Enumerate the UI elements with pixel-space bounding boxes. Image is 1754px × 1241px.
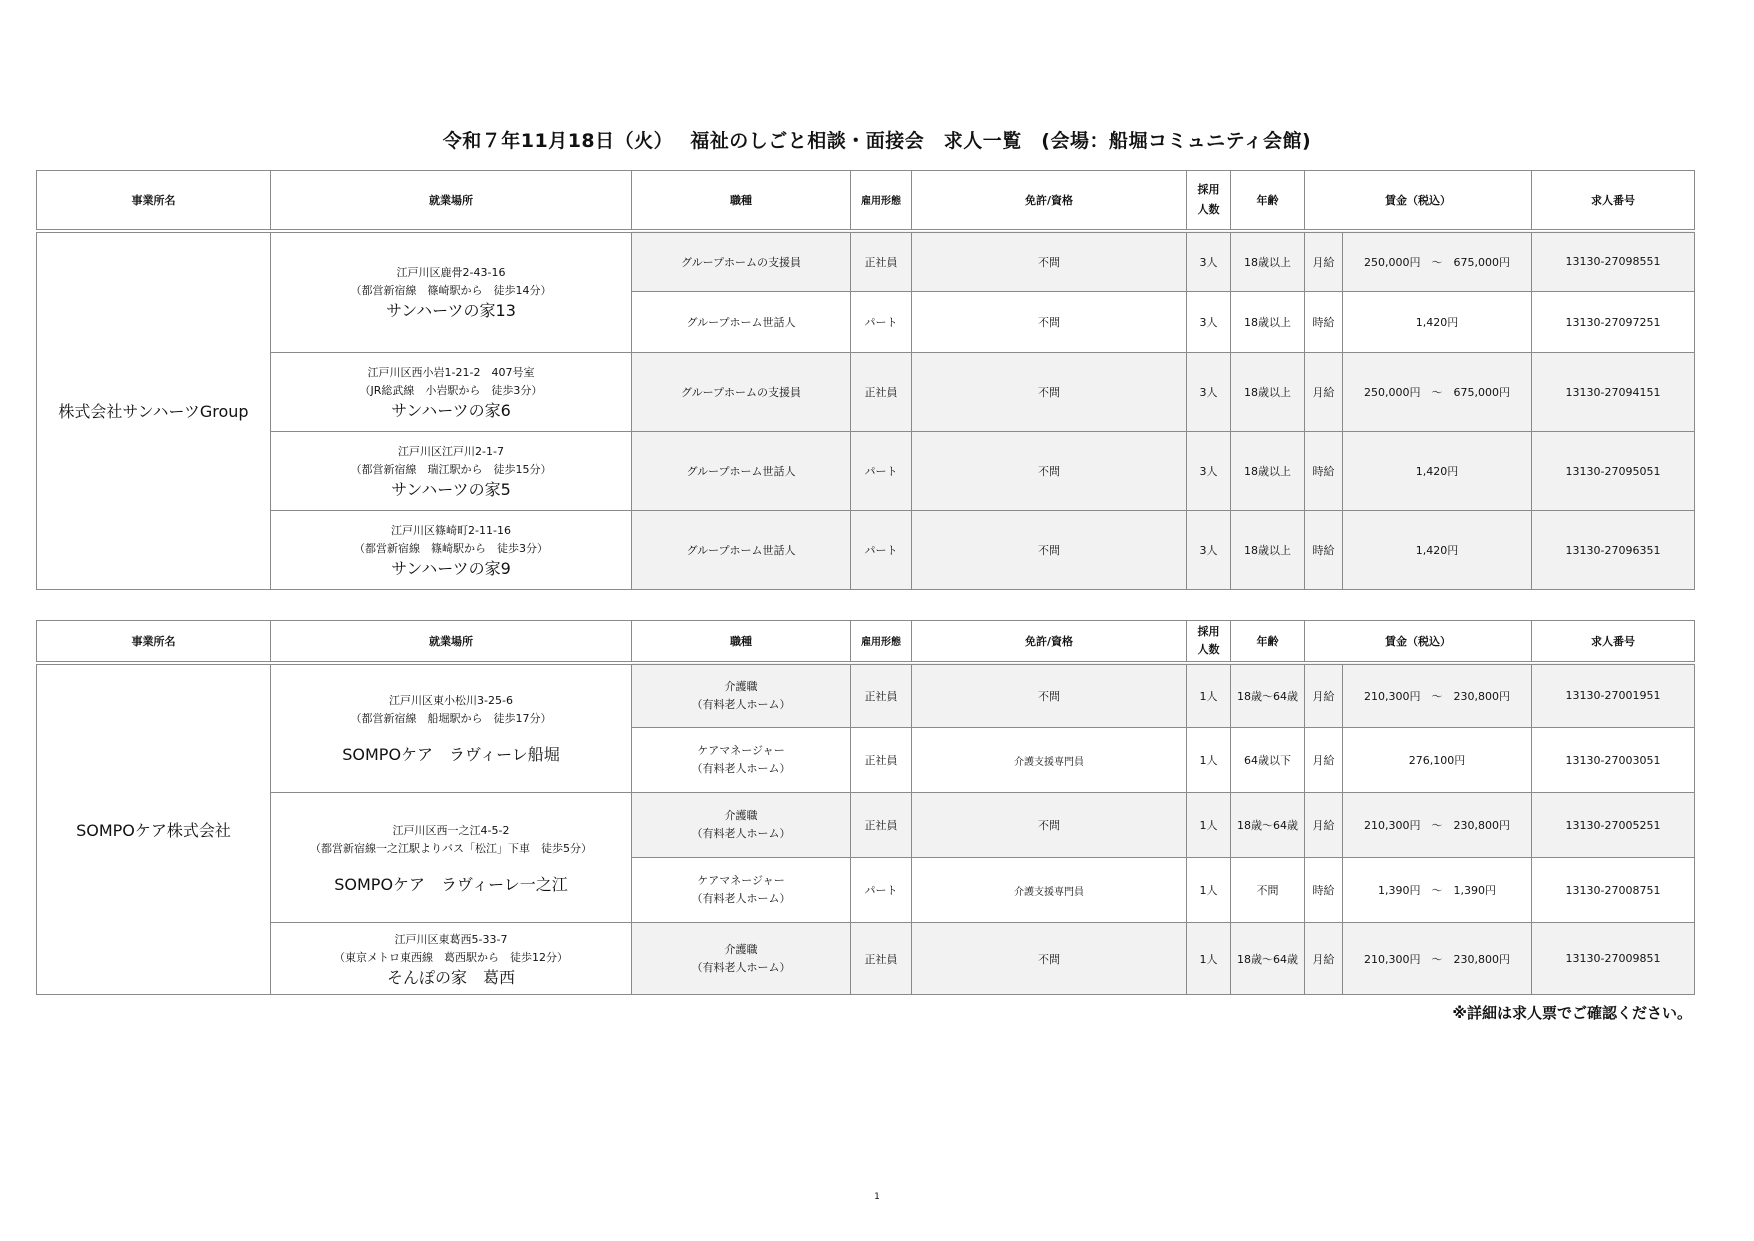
employment-type: 正社員 bbox=[851, 231, 912, 292]
location-name: そんぽの家 葛西 bbox=[386, 967, 515, 987]
job-subtitle: （有料老人ホーム） bbox=[691, 892, 791, 905]
header-wage: 賃金（税込） bbox=[1305, 171, 1532, 231]
hires: 1人 bbox=[1187, 793, 1231, 858]
header-company: 事業所名 bbox=[37, 621, 271, 663]
job-type bbox=[632, 793, 851, 858]
hires: 3人 bbox=[1187, 353, 1231, 432]
header-location: 就業場所 bbox=[271, 171, 632, 231]
page-number: 1 bbox=[874, 1192, 880, 1202]
header-employment: 雇用形態 bbox=[851, 621, 912, 663]
detail-note: ※詳細は求人票でご確認ください。 bbox=[1452, 1004, 1692, 1022]
job-title: 介護職 bbox=[724, 942, 758, 956]
employment-type: 正社員 bbox=[851, 728, 912, 793]
hires: 1人 bbox=[1187, 728, 1231, 793]
company-name: 株式会社サンハーツGroup bbox=[37, 231, 271, 590]
location-address: 江戸川区西一之江4-5-2 bbox=[392, 823, 510, 837]
header-company: 事業所名 bbox=[37, 171, 271, 231]
header-hires-line2: 人数 bbox=[1197, 202, 1220, 216]
table-row bbox=[37, 432, 1695, 511]
header-location: 就業場所 bbox=[271, 621, 632, 663]
location-route: （都営新宿線 篠崎駅から 徒歩14分） bbox=[350, 284, 552, 298]
job-title: ケアマネージャー bbox=[697, 874, 785, 887]
wage: 1,390円 ～ 1,390円 bbox=[1343, 858, 1532, 923]
header-wage: 賃金（税込） bbox=[1305, 621, 1532, 663]
pay-type: 時給 bbox=[1305, 858, 1343, 923]
employment-type: パート bbox=[851, 511, 912, 590]
license: 不問 bbox=[912, 353, 1187, 432]
table-row bbox=[37, 663, 1695, 728]
job-type: グループホームの支援員 bbox=[632, 231, 851, 292]
job-subtitle: （有料老人ホーム） bbox=[691, 960, 791, 974]
pay-type: 時給 bbox=[1305, 432, 1343, 511]
employment-type: パート bbox=[851, 292, 912, 353]
table-row bbox=[37, 923, 1695, 995]
wage: 210,300円 ～ 230,800円 bbox=[1343, 923, 1532, 995]
job-number: 13130-27094151 bbox=[1532, 353, 1695, 432]
pay-type: 月給 bbox=[1305, 793, 1343, 858]
location-name: サンハーツの家6 bbox=[391, 401, 511, 420]
job-number: 13130-27098551 bbox=[1532, 231, 1695, 292]
employment-type: パート bbox=[851, 432, 912, 511]
age: 64歳以下 bbox=[1231, 728, 1305, 793]
job-subtitle: （有料老人ホーム） bbox=[691, 762, 791, 775]
wage: 210,300円 ～ 230,800円 bbox=[1343, 793, 1532, 858]
job-type bbox=[632, 728, 851, 793]
age: 不問 bbox=[1231, 858, 1305, 923]
location-name: サンハーツの家13 bbox=[386, 301, 516, 321]
location-route: （東京メトロ東西線 葛西駅から 徒歩12分） bbox=[334, 950, 568, 964]
job-number: 13130-27008751 bbox=[1532, 858, 1695, 923]
job-title: ケアマネージャー bbox=[697, 744, 785, 757]
header-job-number: 求人番号 bbox=[1532, 621, 1695, 663]
employment-type: 正社員 bbox=[851, 793, 912, 858]
job-number: 13130-27095051 bbox=[1532, 432, 1695, 511]
location-name: サンハーツの家9 bbox=[391, 559, 511, 578]
location-address: 江戸川区鹿骨2-43-16 bbox=[396, 266, 506, 280]
job-table-2 bbox=[36, 620, 1695, 995]
table-header-row bbox=[37, 171, 1695, 231]
pay-type: 時給 bbox=[1305, 292, 1343, 353]
wage: 1,420円 bbox=[1343, 432, 1532, 511]
pay-type: 月給 bbox=[1305, 728, 1343, 793]
job-number: 13130-27009851 bbox=[1532, 923, 1695, 995]
age: 18歳以上 bbox=[1231, 353, 1305, 432]
job-type: グループホームの支援員 bbox=[632, 353, 851, 432]
age: 18歳以上 bbox=[1231, 292, 1305, 353]
job-type: グループホーム世話人 bbox=[632, 432, 851, 511]
location-name: サンハーツの家5 bbox=[391, 480, 511, 499]
location-address: 江戸川区西小岩1-21-2 407号室 bbox=[367, 366, 535, 379]
location-address: 江戸川区篠崎町2-11-16 bbox=[391, 524, 511, 537]
page-title: 令和７年11月18日（火） 福祉のしごと相談・面接会 求人一覧 (会場：船堀コミュニティ会館) bbox=[442, 130, 1312, 152]
table-header-row bbox=[37, 621, 1695, 663]
age: 18歳～64歳 bbox=[1231, 793, 1305, 858]
header-age: 年齢 bbox=[1231, 621, 1305, 663]
work-location bbox=[271, 353, 632, 432]
table-row bbox=[37, 511, 1695, 590]
hires: 1人 bbox=[1187, 923, 1231, 995]
pay-type: 月給 bbox=[1305, 353, 1343, 432]
location-address: 江戸川区東葛西5-33-7 bbox=[394, 932, 508, 946]
hires: 3人 bbox=[1187, 432, 1231, 511]
header-hires bbox=[1187, 621, 1231, 663]
location-route: （都営新宿線 瑞江駅から 徒歩15分） bbox=[350, 463, 552, 476]
hires: 1人 bbox=[1187, 663, 1231, 728]
license: 不問 bbox=[912, 292, 1187, 353]
hires: 3人 bbox=[1187, 292, 1231, 353]
age: 18歳～64歳 bbox=[1231, 663, 1305, 728]
location-route: （JR総武線 小岩駅から 徒歩3分） bbox=[359, 384, 543, 397]
wage: 276,100円 bbox=[1343, 728, 1532, 793]
table-row bbox=[37, 793, 1695, 858]
location-name: SOMPOケア ラヴィーレ船堀 bbox=[342, 745, 560, 765]
header-employment: 雇用形態 bbox=[851, 171, 912, 231]
job-title: 介護職 bbox=[724, 809, 758, 822]
job-title: 介護職 bbox=[724, 679, 758, 693]
header-license: 免許/資格 bbox=[912, 621, 1187, 663]
header-hires-line1: 採用 bbox=[1197, 182, 1220, 196]
hires: 1人 bbox=[1187, 858, 1231, 923]
job-subtitle: （有料老人ホーム） bbox=[691, 827, 791, 840]
header-job-type: 職種 bbox=[632, 171, 851, 231]
location-name: SOMPOケア ラヴィーレ一之江 bbox=[334, 874, 568, 894]
job-type: グループホーム世話人 bbox=[632, 292, 851, 353]
age: 18歳～64歳 bbox=[1231, 923, 1305, 995]
work-location bbox=[271, 663, 632, 793]
employment-type: 正社員 bbox=[851, 353, 912, 432]
employment-type: 正社員 bbox=[851, 663, 912, 728]
job-number: 13130-27005251 bbox=[1532, 793, 1695, 858]
job-subtitle: （有料老人ホーム） bbox=[691, 697, 791, 711]
age: 18歳以上 bbox=[1231, 511, 1305, 590]
wage: 1,420円 bbox=[1343, 511, 1532, 590]
work-location bbox=[271, 432, 632, 511]
table-row bbox=[37, 231, 1695, 292]
wage: 210,300円 ～ 230,800円 bbox=[1343, 663, 1532, 728]
license: 不問 bbox=[912, 511, 1187, 590]
pay-type: 時給 bbox=[1305, 511, 1343, 590]
hires: 3人 bbox=[1187, 231, 1231, 292]
job-type bbox=[632, 663, 851, 728]
license: 介護支援専門員 bbox=[912, 858, 1187, 923]
age: 18歳以上 bbox=[1231, 432, 1305, 511]
age: 18歳以上 bbox=[1231, 231, 1305, 292]
wage: 250,000円 ～ 675,000円 bbox=[1343, 353, 1532, 432]
license: 不問 bbox=[912, 793, 1187, 858]
job-type: グループホーム世話人 bbox=[632, 511, 851, 590]
job-number: 13130-27003051 bbox=[1532, 728, 1695, 793]
wage: 250,000円 ～ 675,000円 bbox=[1343, 231, 1532, 292]
header-hires-line1: 採用 bbox=[1197, 624, 1220, 638]
work-location bbox=[271, 231, 632, 353]
location-route: （都営新宿線一之江駅よりバス「松江」下車 徒歩5分） bbox=[310, 841, 592, 855]
pay-type: 月給 bbox=[1305, 231, 1343, 292]
company-name: SOMPOケア株式会社 bbox=[37, 663, 271, 995]
header-hires-line2: 人数 bbox=[1197, 642, 1220, 656]
license: 不問 bbox=[912, 231, 1187, 292]
job-table-1 bbox=[36, 170, 1695, 590]
wage: 1,420円 bbox=[1343, 292, 1532, 353]
location-address: 江戸川区江戸川2-1-7 bbox=[398, 445, 504, 458]
work-location bbox=[271, 923, 632, 995]
job-type bbox=[632, 923, 851, 995]
license: 不問 bbox=[912, 663, 1187, 728]
pay-type: 月給 bbox=[1305, 663, 1343, 728]
job-number: 13130-27001951 bbox=[1532, 663, 1695, 728]
header-hires bbox=[1187, 171, 1231, 231]
location-route: （都営新宿線 篠崎駅から 徒歩3分） bbox=[354, 542, 548, 555]
license: 介護支援専門員 bbox=[912, 728, 1187, 793]
pay-type: 月給 bbox=[1305, 923, 1343, 995]
license: 不問 bbox=[912, 923, 1187, 995]
work-location bbox=[271, 511, 632, 590]
job-type bbox=[632, 858, 851, 923]
job-number: 13130-27096351 bbox=[1532, 511, 1695, 590]
employment-type: 正社員 bbox=[851, 923, 912, 995]
hires: 3人 bbox=[1187, 511, 1231, 590]
table-row bbox=[37, 353, 1695, 432]
location-address: 江戸川区東小松川3-25-6 bbox=[389, 694, 513, 708]
header-age: 年齢 bbox=[1231, 171, 1305, 231]
license: 不問 bbox=[912, 432, 1187, 511]
employment-type: パート bbox=[851, 858, 912, 923]
location-route: （都営新宿線 船堀駅から 徒歩17分） bbox=[350, 712, 552, 726]
header-job-type: 職種 bbox=[632, 621, 851, 663]
job-number: 13130-27097251 bbox=[1532, 292, 1695, 353]
header-license: 免許/資格 bbox=[912, 171, 1187, 231]
work-location bbox=[271, 793, 632, 923]
header-job-number: 求人番号 bbox=[1532, 171, 1695, 231]
